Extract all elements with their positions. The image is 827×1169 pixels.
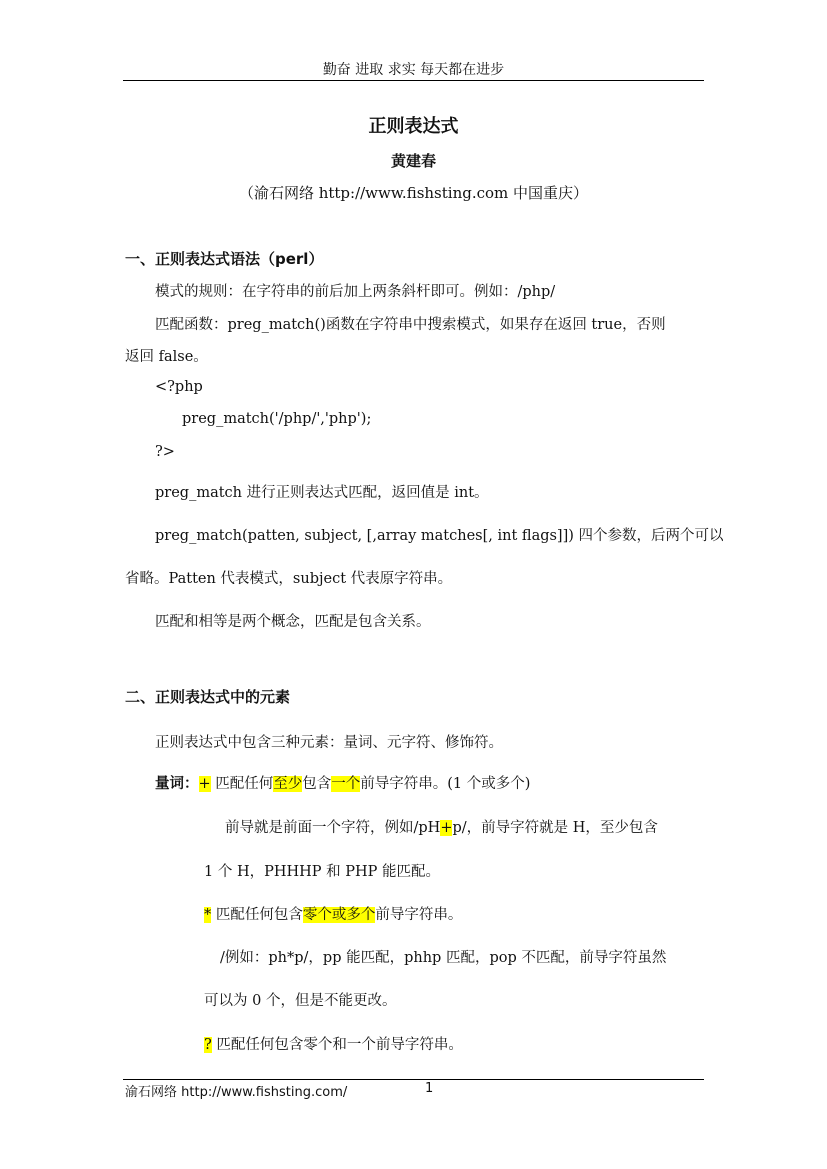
highlight-one: 一个 [331,776,361,792]
quantifier-plus-line: 量词：+ 匹配任何至少包含一个前导字符串。(1 个或多个) [155,776,531,792]
plus-symbol: + [198,776,211,792]
example-plus-highlight: + [440,820,453,836]
paragraph-match-function-line2: 返回 false。 [125,349,208,365]
paragraph-signature-line1: preg_match(patten, subject, [,array matches[, int flags]]) 四个参数，后两个可以 [155,528,724,544]
star-symbol: * [204,907,212,923]
quantifier-label: 量词： [155,776,199,792]
plus-example-line1: 前导就是前面一个字符，例如/pH+p/，前导字符就是 H，至少包含 [225,820,658,836]
quantifier-question-line: ? 匹配任何包含零个和一个前导字符串。 [204,1037,463,1053]
paragraph-signature-line2: 省略。Patten 代表模式，subject 代表原字符串。 [125,571,453,587]
page-header-motto: 勤奋 进取 求实 每天都在进步 [322,62,505,78]
header-rule [123,80,704,81]
code-body: preg_match('/php/','php'); [182,411,372,427]
highlight-zero-or-more: 零个或多个 [302,907,376,923]
section-2-heading: 二、正则表达式中的元素 [125,688,291,706]
code-open-tag: <?php [155,379,203,395]
question-symbol: ? [204,1037,212,1053]
footer-page-number: 1 [425,1081,434,1096]
footer-site: 渝石网络 http://www.fishsting.com/ [125,1085,348,1100]
paragraph-match-note: 匹配和相等是两个概念，匹配是包含关系。 [155,614,431,630]
code-close-tag: ?> [155,444,175,460]
paragraph-match-function-line1: 匹配函数：preg_match()函数在字符串中搜索模式，如果存在返回 true，否则 [155,317,666,333]
paragraph-three-elements: 正则表达式中包含三种元素：量词、元字符、修饰符。 [155,735,503,751]
section-1-heading: 一、正则表达式语法（perl） [125,250,324,268]
footer-rule [123,1079,704,1080]
star-example-line1: /例如：ph*p/，pp 能匹配，phhp 匹配，pop 不匹配，前导字符虽然 [220,950,667,966]
document-title: 正则表达式 [368,116,459,137]
document-organization: （渝石网络 http://www.fishsting.com 中国重庆） [238,184,589,202]
quantifier-star-line: * 匹配任何包含零个或多个前导字符串。 [204,907,463,923]
plus-example-line2: 1 个 H，PHHHP 和 PHP 能匹配。 [204,864,441,880]
paragraph-pattern-rule: 模式的规则：在字符串的前后加上两条斜杆即可。例如：/php/ [155,284,556,300]
highlight-at-least: 至少 [273,776,303,792]
document-author: 黄建春 [390,152,436,170]
paragraph-int-return: preg_match 进行正则表达式匹配，返回值是 int。 [155,485,489,501]
star-example-line2: 可以为 0 个，但是不能更改。 [204,993,397,1009]
